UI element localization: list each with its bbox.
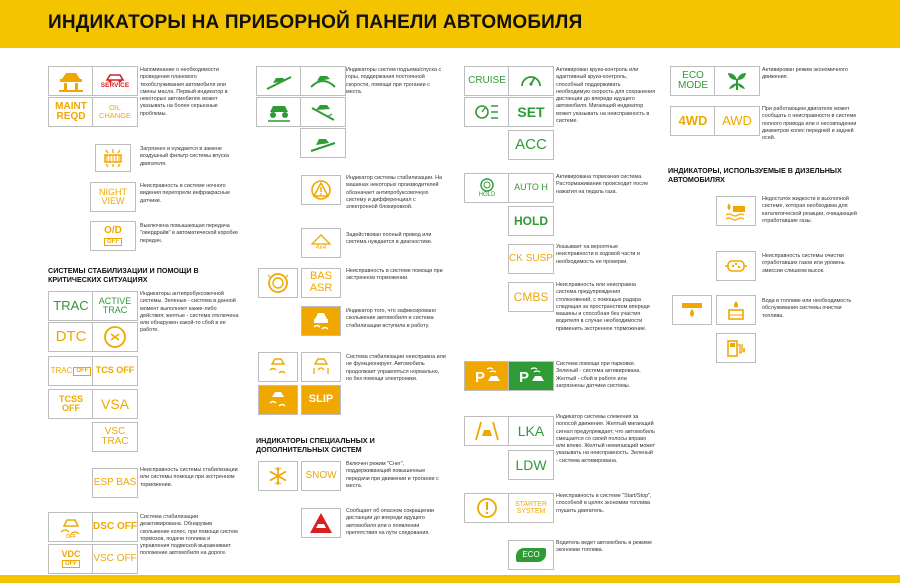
section-diesel: ИНДИКАТОРЫ, ИСПОЛЬЗУЕМЫЕ В ДИЗЕЛЬНЫХ АВТОМОБИЛЯХ (668, 166, 842, 184)
header-divider (0, 46, 900, 48)
four-by-four-indicator: 4x4 (301, 228, 341, 258)
esp-description: Неисправность системы стабилизации или системы помощи при экстренном торможении. (140, 467, 238, 488)
speedometer-icon (508, 66, 554, 96)
od-off-tag: OFF (104, 238, 122, 246)
snow-description: Включен режим "Снег", поддерживающий повышенные передачи при движении и трогании с места. (346, 461, 439, 489)
collision-description: Сообщает об опасном сокращении дистанции до впереди идущего автомобиля или о появлении препятствия на пути следования. (346, 508, 435, 536)
skid-description: Индикатор того, что зафиксировано скольжение автомобиля и система стабилизации вступила в работу. (346, 308, 437, 329)
acc-indicator: ACC (508, 130, 554, 160)
skid-active-icon (301, 306, 341, 336)
stability-warning-description: Индикатор системы стабилизации. На машинах некоторых производителей обозначает антипробуксовочную систему и дифференциал с электронной блокировкой. (346, 175, 442, 211)
eco-mode-description: Активирован режим экономичного движения. (762, 67, 848, 81)
slip-indicator: SLIP (301, 385, 341, 415)
4wd-indicator: 4WD (670, 106, 716, 136)
water-description: Вода в топливе или необходимость обслуживания системы очистки топлива. (762, 298, 852, 319)
fuel-water-icon-2 (716, 295, 756, 325)
vsc-trac-indicator: VSC TRAC (92, 422, 138, 452)
stability-warning-icon (301, 175, 341, 205)
trac-indicator: TRAC (48, 291, 94, 321)
hill-descent-icon (256, 66, 302, 96)
starter-system-indicator: STARTER SYSTEM (508, 493, 554, 523)
ldw-indicator: LDW (508, 450, 554, 480)
vsc-off-indicator: VSC OFF (92, 544, 138, 574)
lane-description: Индикатор системы слежения за полосой движения. Желтый мигающий сигнал предупреждает, что автомобиль смещается со своей полосы вправо или влево. Желтый немигающий может указывать на неисправность. Зеленый - система активирована. (556, 414, 656, 464)
stabilization-description: Индикаторы антипробуксовочной системы. Зеленые - система в данной момент выполняет какие-либо действия; желтые - система отключена или обнаружен какой-то сбой в ее работе. (140, 291, 239, 334)
bas-asr-indicator: BAS ASR (301, 268, 341, 298)
oil-change-indicator (92, 97, 138, 127)
maint-reqd-indicator (48, 97, 94, 127)
stability-fault-icon-3 (258, 385, 298, 415)
od-label: O/D (104, 225, 122, 237)
descent-control-icon (300, 97, 346, 127)
night-view-indicator (90, 182, 136, 212)
maint-label: MAINT REQD (55, 100, 87, 122)
dsc-description: Система стабилизации деактивирована. Обнаружив скольжение колес, при помощи систем тормозов, подачи топлива и управления подвеской выравнивает положение автомобиля на дороге. (140, 514, 238, 557)
tcss-off-indicator: TCSS OFF (48, 389, 94, 419)
auto-hold-indicator: AUTO H (508, 173, 554, 203)
night-view-label: NIGHT VIEW (99, 186, 127, 206)
oil-label: OIL CHANGE (98, 103, 132, 120)
hold-brake-indicator: HOLD (464, 173, 510, 203)
active-trac-indicator: ACTIVE TRAC (92, 291, 138, 321)
starter-description: Неисправность в системе "Start/Stop", способной в целях экономии топлива глушить двигатель. (556, 493, 652, 514)
hold-indicator: HOLD (508, 206, 554, 236)
eco-mode-indicator: ECO MODE (670, 66, 716, 96)
adblue-icon (716, 196, 756, 226)
fuel-pump-icon (716, 333, 756, 363)
snow-indicator: SNOW (301, 461, 341, 491)
dtc-indicator: DTC (48, 322, 94, 352)
skid-warning-icon (92, 322, 138, 352)
stability-fault-icon-1 (258, 352, 298, 382)
adblue-description: Недостаток жидкости в выхлопной системе, которая необходима для каталитической реакции, очищающей отработавшие газы. (762, 196, 857, 224)
ck-susp-indicator: CK SUSP (508, 244, 554, 274)
vsa-indicator: VSA (92, 389, 138, 419)
dpf-icon (716, 251, 756, 281)
adaptive-cruise-icon (464, 97, 510, 127)
section-stabilization: СИСТЕМЫ СТАБИЛИЗАЦИИ И ПОМОЩИ В КРИТИЧЕСКИХ СИТУАЦИЯХ (48, 266, 199, 284)
snowflake-icon (258, 461, 298, 491)
cruise-indicator: CRUISE (464, 66, 510, 96)
service-label: SERVICE (100, 82, 130, 90)
eco-leaf-indicator: ECO (508, 540, 554, 570)
stability-fault-icon-2 (301, 352, 341, 382)
section-special: ИНДИКАТОРЫ СПЕЦИАЛЬНЫХ И ДОПОЛНИТЕЛЬНЫХ СИСТЕМ (256, 436, 375, 454)
eco-plant-icon (714, 66, 760, 96)
susp-description: Указывает на вероятные неисправности в ходовой части и необходимость ее проверки. (556, 244, 640, 265)
overdrive-description: Выключена повышающая передача "овердрайв" в автоматической коробке передач. (140, 223, 238, 244)
uphill-assist-icon (256, 97, 302, 127)
four-by-four-description: Задействован полный привод или система нуждается в диагностике. (346, 232, 433, 246)
lane-assist-icon (464, 416, 510, 446)
dpf-description: Неисправность системы очистки отработавших газов или уровень эмиссии слишком высок. (762, 253, 845, 274)
svg-text:OFF: OFF (66, 534, 76, 538)
air-filter-description: Загрязнен и нуждается в замене воздушный фильтр системы впуска двигателя. (140, 146, 230, 167)
esp-bas-indicator: ESP BAS (92, 468, 138, 498)
hill-hold-icon (300, 66, 346, 96)
service-description: Напоминание о необходимости проведения планового техобслуживания автомобиля или смены масла. Первый индикатор в некоторых автомобилях может указывать на более серьезные проблемы. (140, 67, 228, 117)
header-bar (0, 0, 900, 46)
awd-description: При работающем двигателе может сообщать о неисправности в системе полного привода или о несовпадении диаметров колес передней и задней осей. (762, 106, 857, 142)
trac-off-indicator: TRAC OFF (48, 356, 94, 386)
parking-assist-active-icon (508, 361, 554, 391)
page-title: ИНДИКАТОРЫ НА ПРИБОРНОЙ ПАНЕЛИ АВТОМОБИЛЯ (48, 12, 583, 33)
brake-assist-icon (258, 268, 298, 298)
lift-icon (48, 66, 94, 96)
hold-description: Активирована тормозная система. Растормаживание происходит после нажатия на педаль газа. (556, 174, 649, 195)
cmbs-description: Неисправность или неисправна система предупреждения столкновений, с помощью радара следящая за пространством впереди машины и способная без участия водителя в случае необходимости применить экстренное торможение. (556, 282, 650, 332)
cruise-downhill-icon (300, 128, 346, 158)
collision-warning-icon (301, 508, 341, 538)
lka-indicator: LKA (508, 416, 554, 446)
tcs-off-indicator: TCS OFF (92, 356, 138, 386)
parking-assist-warning-icon (464, 361, 510, 391)
svg-text:P: P (519, 369, 530, 386)
svg-text:P: P (475, 369, 486, 386)
hill-description: Индикаторы систем подъема/спуска с горы, поддержания постоянной скорости, помощи при трогании с места. (346, 67, 442, 95)
stability-off-icon (48, 512, 94, 542)
slip-description: Система стабилизации неисправна или не функционирует. Автомобиль продолжает управляться нормально, но без помощи электроники. (346, 354, 446, 382)
eco-description: Водитель ведет автомобиль в режиме экономии топлива. (556, 540, 652, 554)
air-filter-icon (95, 144, 131, 172)
cmbs-indicator: CMBS (508, 282, 554, 312)
vdc-off-indicator: VDC OFF (48, 544, 94, 574)
footer-bar (0, 575, 900, 583)
cruise-description: Активирован круиз-контроль или адаптивный круиз-контроль, способный поддерживать необходимую скорость для сохранения дистанции до впереди идущего автомобиля. Мигающий индикатор может указывать на неисправность в системе. (556, 67, 656, 125)
awd-indicator: AWD (714, 106, 760, 136)
service-indicator (92, 66, 138, 96)
dsc-off-indicator: DSC OFF (92, 512, 138, 542)
night-view-description: Неисправность в системе ночного видения перегорели инфракрасные датчики. (140, 183, 230, 204)
set-indicator: SET (508, 97, 554, 127)
start-stop-fault-icon (464, 493, 510, 523)
park-description: Система помощи при парковке. Зеленый - система активирована. Желтый - сбой в работе или загрязнены датчики системы. (556, 361, 641, 389)
bas-description: Неисправность в системе помощи при экстренном торможении. (346, 268, 443, 282)
fuel-water-icon-1 (672, 295, 712, 325)
overdrive-off-indicator (90, 221, 136, 251)
